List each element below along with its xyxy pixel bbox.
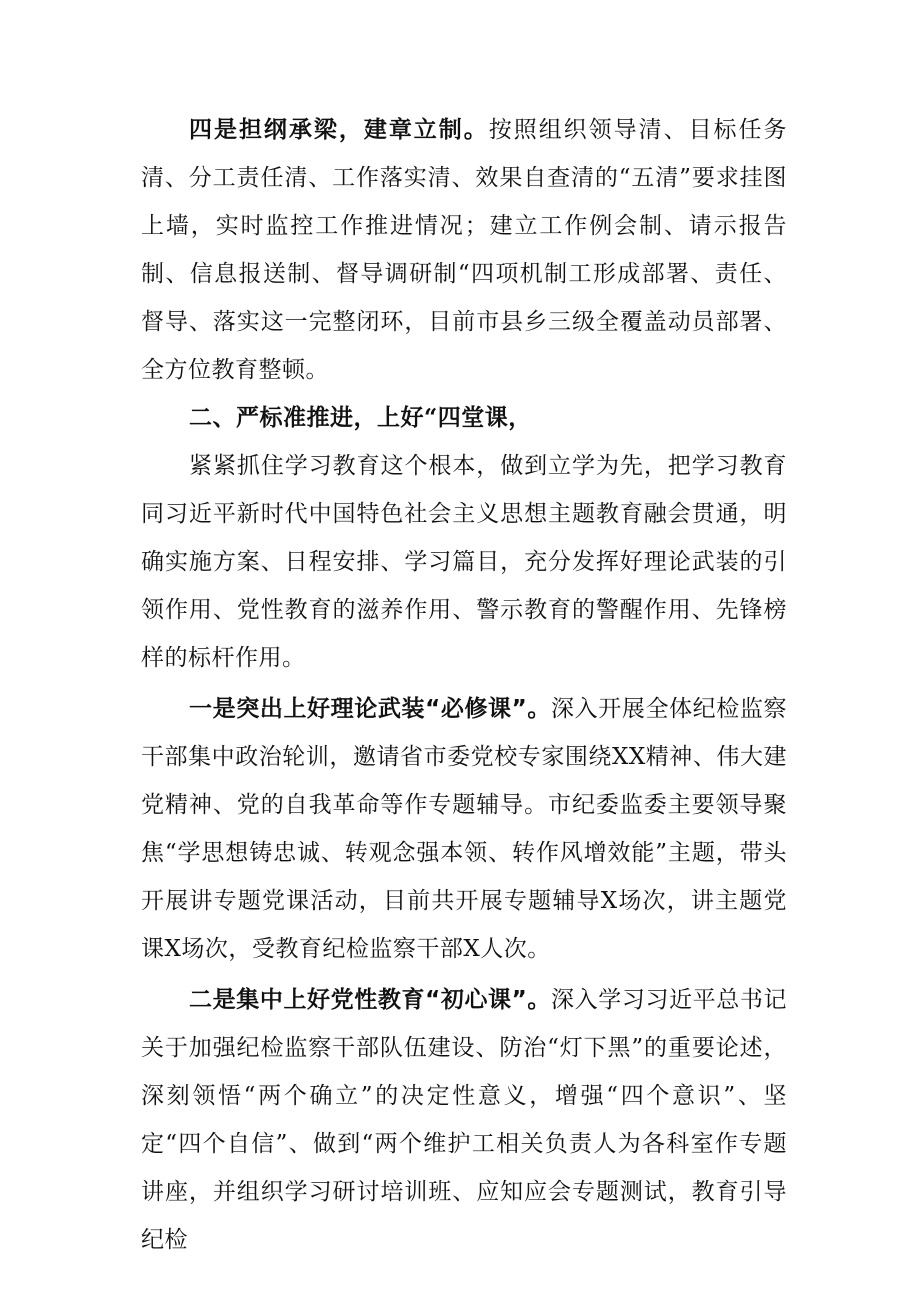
document-body	[141, 106, 787, 1264]
paragraph-text: 紧紧抓住学习教育这个根本，做到立学为先，把学习教育同习近平新时代中国特色社会主义思想主题教育融会贯通，明确实施方案、日程安排、学习篇目，充分发挥好理论武装的引领作用、党性教育的滋养作用、警示教育的警醒作用、先锋榜样的标杆作用。	[141, 453, 787, 671]
paragraph-3	[141, 685, 787, 973]
paragraph-lead: 二是集中上好党性教育“初心课”。	[189, 987, 552, 1013]
paragraph-text: 按照组织领导清、目标任务清、分工责任清、工作落实清、效果自查清的“五清”要求挂图上墙，实时监控工作推进情况；建立工作例会制、请示报告制、信息报送制、督导调研制“四项机制工形成部署、责任、督导、落实这一完整闭环，目前市县乡三级全覆盖动员部署、全方位教育整顿。	[141, 117, 788, 383]
paragraph-lead: 四是担纲承梁，建章立制。	[189, 117, 489, 143]
paragraph-lead: 一是突出上好理论武装“必修课”。	[189, 696, 552, 722]
paragraph-text: 深入学习习近平总书记关于加强纪检监察干部队伍建设、防治“灯下黑”的重要论述，深刻领悟“两个确立”的决定性意义，增强“四个意识”、坚定“四个自信”、做到“两个维护工相关负责人为各科室作专题讲座，并组织学习研讨培训班、应知应会专题测试，教育引导纪检	[141, 987, 788, 1253]
paragraph-1	[141, 106, 787, 394]
paragraph-2	[141, 442, 787, 682]
section-heading: 二、严标准推进，上好“四堂课，	[189, 404, 532, 431]
paragraph-text: 深入开展全体纪检监察干部集中政治轮训，邀请省市委党校专家围绕XX精神、伟大建党精神、党的自我革命等作专题辅导。市纪委监委主要领导聚焦“学思想铸忠诚、转观念强本领、转作风增效能”主题，带头开展讲专题党课活动，目前共开展专题辅导X场次，讲主题党课X场次，受教育纪检监察干部X人次。	[141, 696, 788, 962]
paragraph-4	[141, 976, 787, 1264]
